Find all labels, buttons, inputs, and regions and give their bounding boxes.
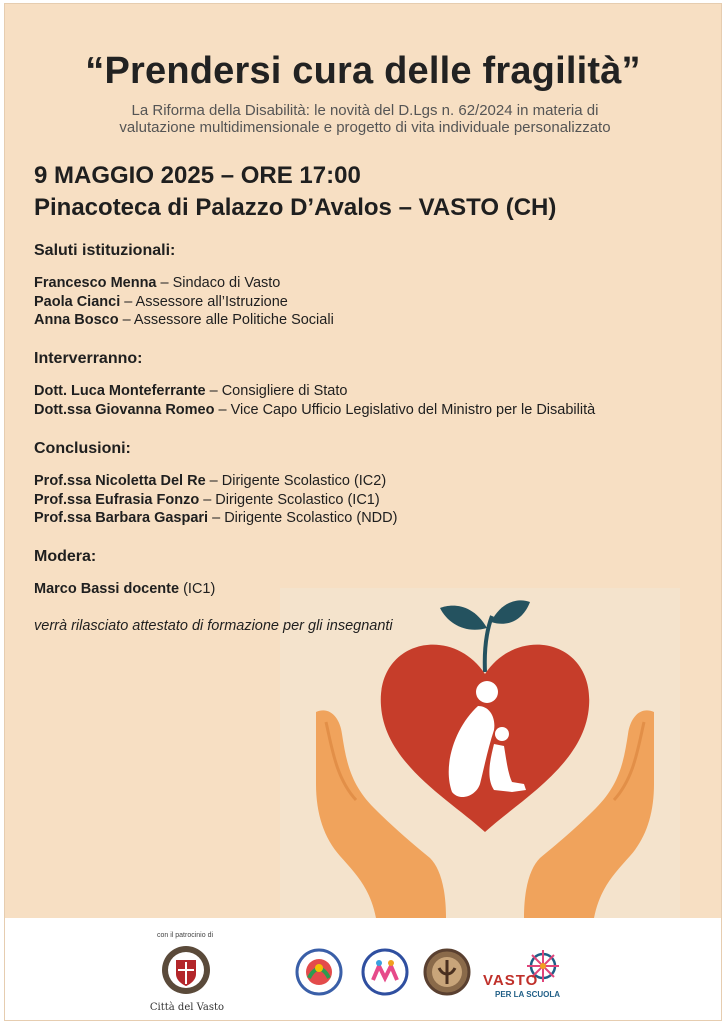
speaker-name: Dott.ssa Giovanna Romeo [34, 401, 215, 418]
modera-title: Modera: [34, 548, 97, 565]
partner-logo-icon [295, 948, 343, 996]
speaker-name: Francesco Menna [34, 275, 157, 291]
vasto-logo-word: VASTO [483, 972, 539, 989]
speaker-row [34, 382, 704, 401]
speaker-name: Prof.ssa Barbara Gaspari [34, 510, 209, 526]
event-poster [5, 4, 721, 1020]
speaker-row [34, 311, 704, 330]
conclusioni-section [34, 440, 704, 528]
citta-label: Città del Vasto [149, 1002, 225, 1013]
speaker-role: – Dirigente Scolastico (IC2) [205, 473, 387, 489]
partner-logo-icon [361, 948, 409, 996]
certificate-note: verrà rilasciato attestato di formazione per gli insegnanti [34, 618, 393, 634]
speaker-role: – Assessore alle Politiche Sociali [118, 312, 334, 328]
speaker-role: – Dirigente Scolastico (IC1) [199, 491, 380, 508]
subtitle-line-2: valutazione multidimensionale e progetto di vita individuale personalizzato [119, 119, 611, 136]
subtitle-line-1: La Riforma della Disabilità: le novità del D.Lgs n. 62/2024 in materia di [131, 102, 599, 119]
sponsor-footer [5, 918, 721, 1020]
event-date: 9 MAGGIO 2025 – ORE 17:00 [34, 162, 361, 189]
vasto-logo-subword: PER LA SCUOLA [495, 990, 561, 999]
vasto-scuola-logo [483, 950, 573, 1000]
conclusioni-title: Conclusioni: [34, 440, 131, 457]
speaker-name: Prof.ssa Nicoletta Del Re [34, 473, 206, 489]
speaker-role: – Consigliere di Stato [205, 383, 348, 399]
speaker-row [34, 491, 704, 510]
interverranno-section [34, 350, 704, 419]
speaker-row [34, 509, 704, 528]
poster-title: “Prendersi cura delle fragilità” [85, 50, 641, 92]
city-emblem-icon [160, 944, 212, 996]
speaker-name: Dott. Luca Monteferrante [34, 383, 206, 399]
speaker-name: Prof.ssa Eufrasia Fonzo [34, 491, 200, 508]
care-illustration [280, 588, 680, 918]
speaker-name: Anna Bosco [34, 312, 119, 328]
speaker-name: Paola Cianci [34, 293, 121, 310]
speaker-role: – Sindaco di Vasto [156, 275, 281, 291]
poster-subtitle [45, 102, 685, 136]
partner-logo-icon [423, 948, 471, 996]
speaker-role: – Assessore all’Istruzione [120, 293, 288, 310]
saluti-section [34, 242, 704, 330]
saluti-title: Saluti istituzionali: [34, 242, 176, 259]
interverranno-title: Interverranno: [34, 350, 143, 367]
speaker-row [34, 274, 704, 293]
speaker-role: – Vice Capo Ufficio Legislativo del Ministro per le Disabilità [214, 401, 596, 418]
speaker-row [34, 401, 704, 420]
speaker-role: – Dirigente Scolastico (NDD) [208, 510, 398, 526]
speaker-row [34, 472, 704, 491]
speaker-role: (IC1) [179, 581, 216, 597]
speaker-row [34, 293, 704, 312]
patrocinio-label: con il patrocinio di [156, 932, 214, 939]
event-place: Pinacoteca di Palazzo D’Avalos – VASTO (CH) [34, 194, 557, 221]
speaker-name: Marco Bassi docente [34, 581, 180, 597]
care-illustration-svg [280, 588, 680, 918]
